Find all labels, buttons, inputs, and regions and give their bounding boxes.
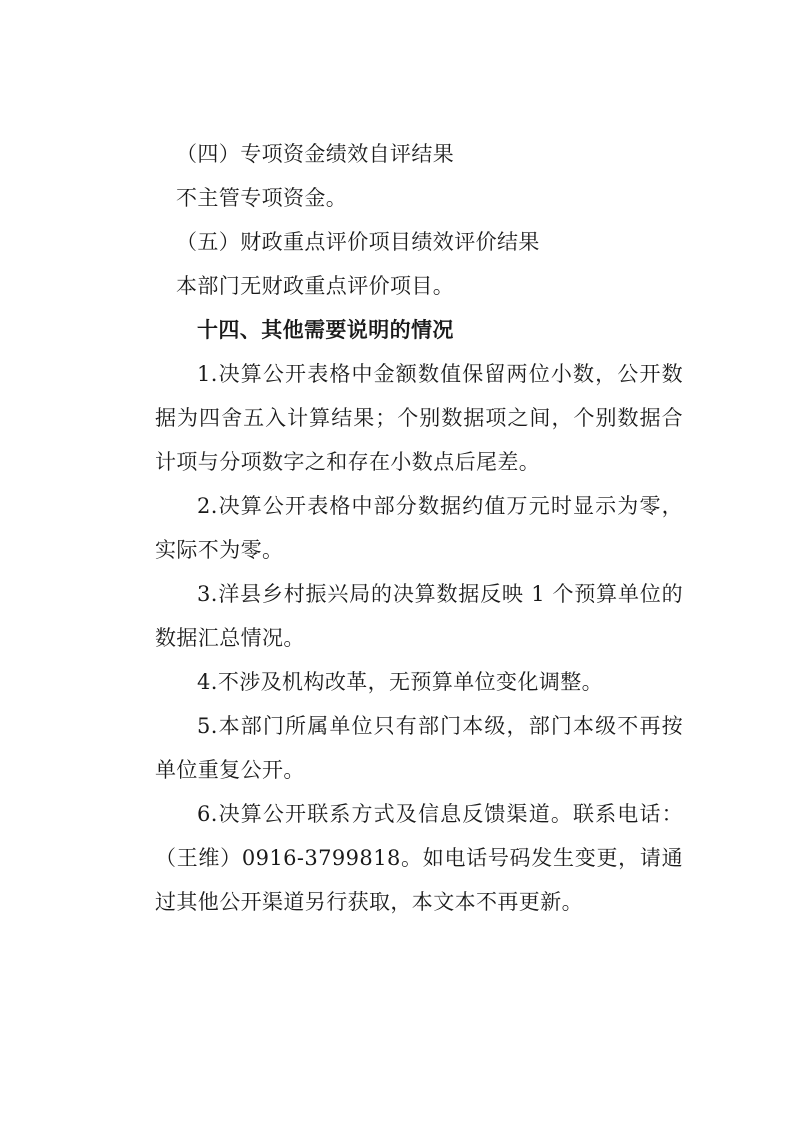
section-heading-five: （五）财政重点评价项目绩效评价结果	[176, 230, 540, 254]
section-heading-fourteen: 十四、其他需要说明的情况	[197, 317, 454, 342]
section-heading-four: （四）专项资金绩效自评结果	[176, 142, 455, 166]
section-four-content: 不主管专项资金。	[176, 186, 348, 210]
note-item-2: 2.决算公开表格中部分数据约值万元时显示为零，实际不为零。	[155, 494, 683, 562]
note-item-1: 1.决算公开表格中金额数值保留两位小数，公开数据为四舍五入计算结果；个别数据项之间，个别数据合计项与分项数字之和存在小数点后尾差。	[155, 362, 683, 474]
note-item-6: 6.决算公开联系方式及信息反馈渠道。联系电话：（王维）0916-3799818。如电话号码发生变更，请通过其他公开渠道另行获取，本文本不再更新。	[155, 802, 683, 914]
document-body	[155, 132, 683, 924]
note-item-3: 3.洋县乡村振兴局的决算数据反映 1 个预算单位的数据汇总情况。	[155, 582, 683, 650]
note-item-5: 5.本部门所属单位只有部门本级，部门本级不再按单位重复公开。	[155, 714, 683, 782]
note-item-4: 4.不涉及机构改革，无预算单位变化调整。	[197, 670, 604, 694]
section-five-content: 本部门无财政重点评价项目。	[176, 274, 455, 298]
